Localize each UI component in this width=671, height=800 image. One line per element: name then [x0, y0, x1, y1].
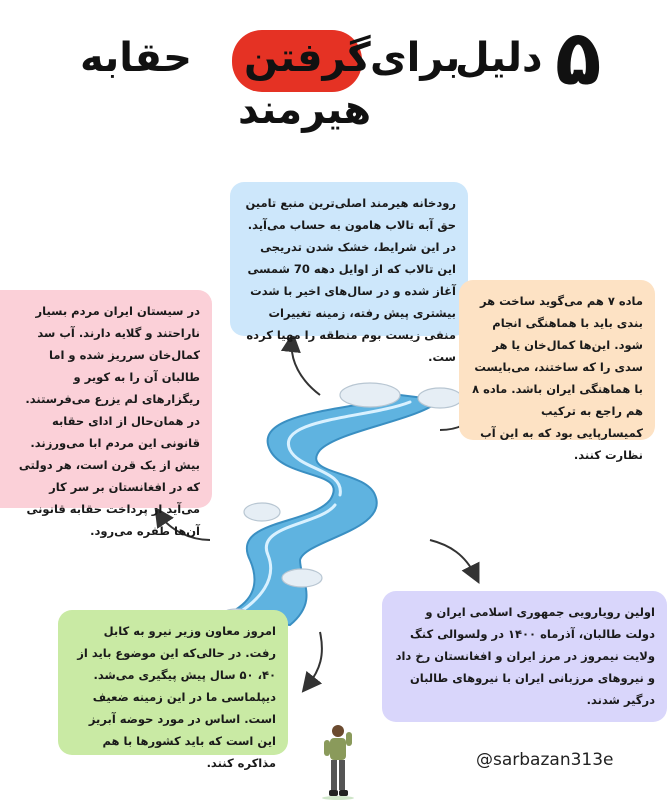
title-number: ۵	[555, 13, 602, 102]
title-word-water-right: حقابه	[80, 35, 192, 81]
title-highlight-word: گرفتن	[244, 35, 371, 81]
card-reason-diplomacy: امروز معاون وزیر نیرو به کابل رفت. در حالی‌که این موضوع باید از ۴۰، ۵۰ سال پیش پیگیری می‌شد. دیپلماسی ما در این زمینه ضعیف است. اساس در مورد حوضه آبریز این است که باید کشورها با هم مذاکره کنند.	[58, 610, 288, 755]
arrow-to-purple	[430, 540, 475, 575]
card-reason-hamoun: رودخانه هیرمند اصلی‌ترین منبع تامین حق آبه تالاب هامون به حساب می‌آید. در این شرایط، خشک شدن تدریجی این تالاب که از اوایل دهه 70 شمسی آغاز شده و در سال‌های اخیر با شدت بیشتری پیش رفته، زمینه تغییرات منفی زیست بوم منطقه را مهیا کرده ست.	[230, 182, 468, 336]
title-word-reasons: دلیل	[455, 35, 543, 81]
title-word-for: برای	[370, 35, 461, 81]
card-reason-clash: اولین رویارویی جمهوری اسلامی ایران و دولت طالبان، آذرماه ۱۴۰۰ در ولسوالی کنگ ولایت نیمروز در مرز ایران و افغانستان رخ داد و نیروهای مرزبانی ایران با نیروهای طالبان درگیر شدند.	[382, 591, 667, 722]
arrow-to-blue	[292, 342, 320, 395]
card-reason-articles: ماده ۷ هم می‌گوید ساخت هر بندی باید با هماهنگی انجام شود. این‌ها کمال‌خان یا هر سدی را که ساختند، می‌بایست با هماهنگی ایران باشد. ماده ۸ هم راجع به ترکیب کمیسارپایی بود که به این آب نظارت کنند.	[459, 280, 655, 440]
title-line2: هیرمند	[238, 87, 372, 133]
person-illustration	[318, 722, 358, 800]
arrow-to-green	[308, 632, 322, 685]
author-handle: @sarbazan313e	[476, 750, 614, 770]
card-reason-sistan: در سیستان ایران مردم بسیار ناراحتند و گلایه دارند. آب سد کمال‌خان سرریز شده و اما طالبان آن را به کویر و ریگزارهای لم یزرع می‌فرستند. در همان‌حال از ادای حقابه قانونی این مردم ابا می‌ورزند. بیش از یک قرن است، هر دولتی که در افغانستان بر سر کار می‌آید از پرداخت حقابه قانونی آن‌ها طفره می‌رود.	[0, 290, 212, 508]
